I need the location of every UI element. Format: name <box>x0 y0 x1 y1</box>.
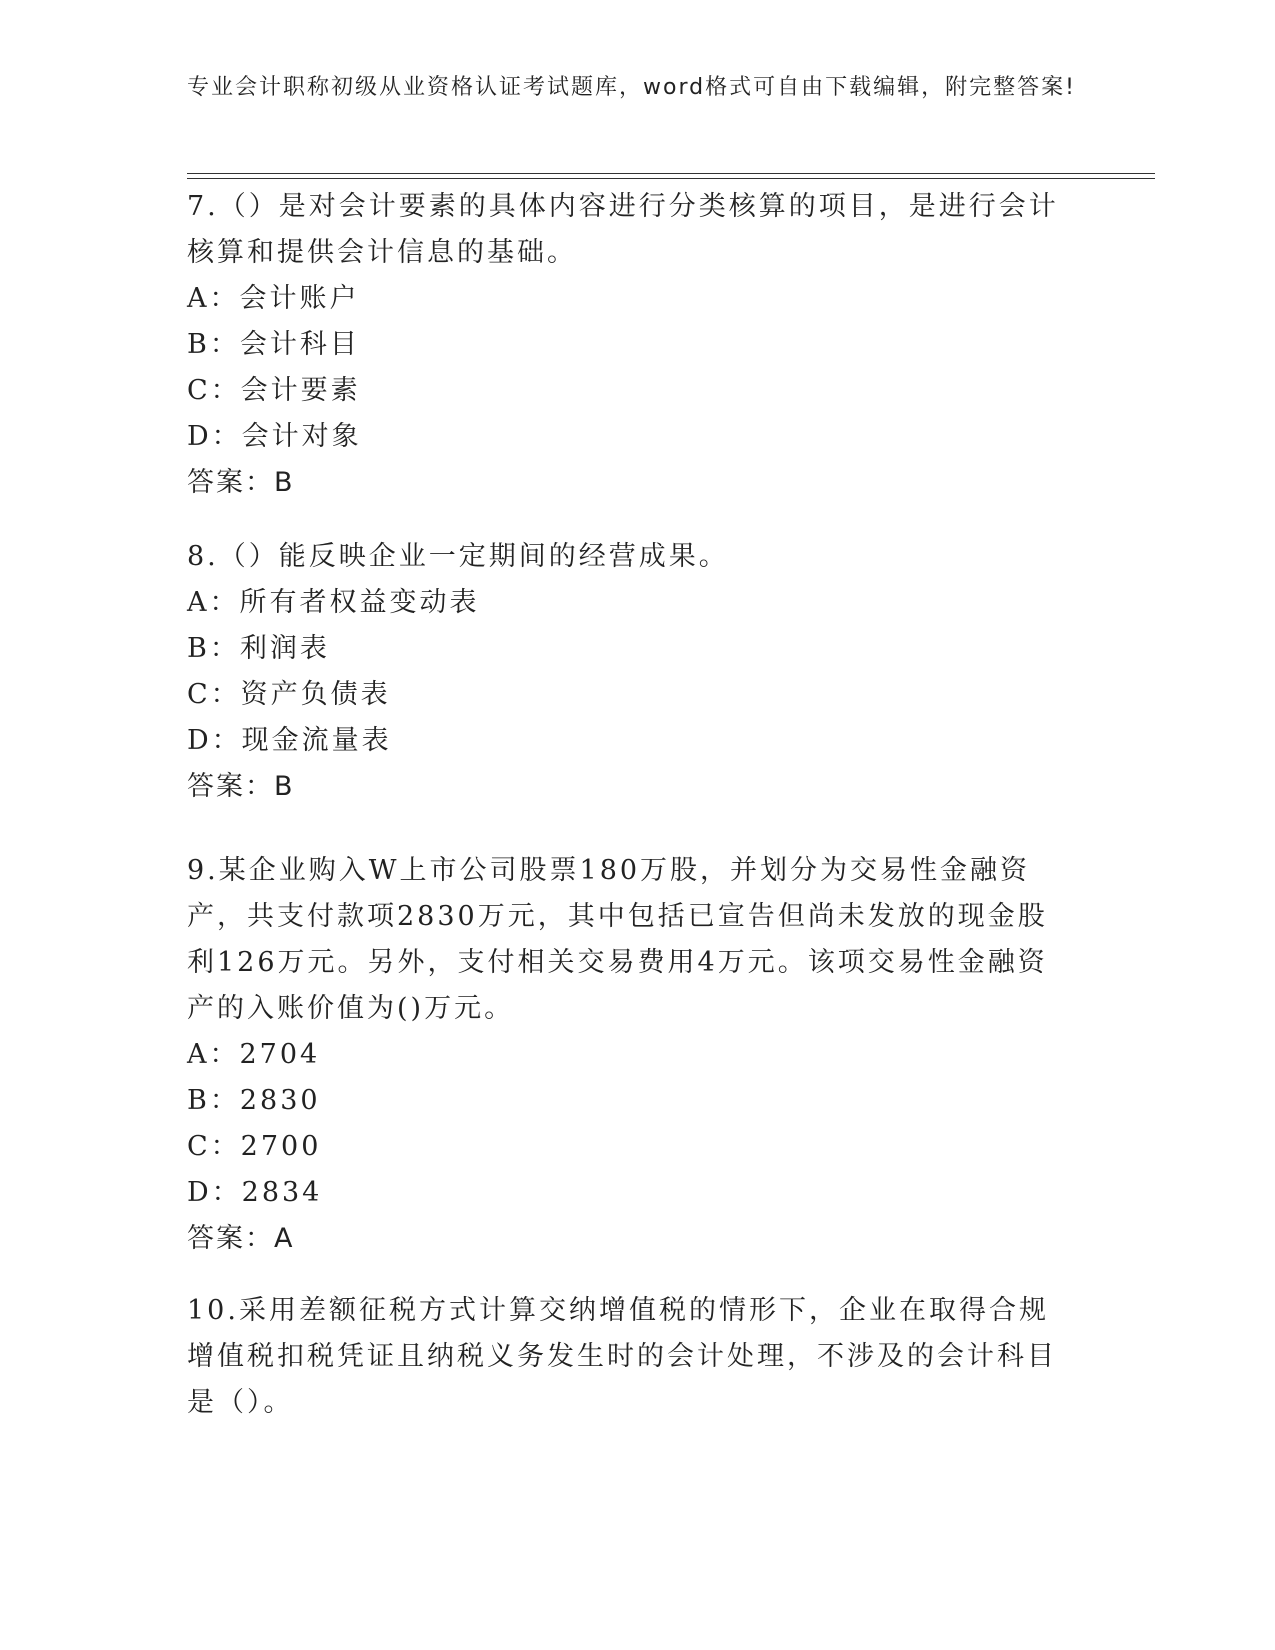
option-c: C：会计要素 <box>187 375 361 406</box>
question-8 <box>187 534 1067 810</box>
option-b: B：会计科目 <box>187 329 360 360</box>
question-9 <box>187 848 1067 1262</box>
option-c: C：资产负债表 <box>187 679 391 710</box>
header-divider-top <box>187 173 1155 174</box>
document-header: 专业会计职称初级从业资格认证考试题库，word格式可自由下载编辑，附完整答案! <box>187 75 1076 100</box>
question-stem: 10.采用差额征税方式计算交纳增值税的情形下，企业在取得合规增值税扣税凭证且纳税义务发生时的会计处理，不涉及的会计科目是（）。 <box>187 1295 1057 1418</box>
option-a: A：会计账户 <box>187 283 360 314</box>
option-d: D：现金流量表 <box>187 725 392 756</box>
option-b: B：2830 <box>187 1085 321 1116</box>
option-a: A：2704 <box>187 1039 321 1070</box>
option-a: A：所有者权益变动表 <box>187 587 480 618</box>
question-10 <box>187 1288 1067 1426</box>
answer-label: 答案：B <box>187 467 295 498</box>
question-stem: 8.（）能反映企业一定期间的经营成果。 <box>187 541 729 572</box>
option-c: C：2700 <box>187 1131 322 1162</box>
answer-label: 答案：A <box>187 1223 295 1254</box>
option-d: D：会计对象 <box>187 421 362 452</box>
question-stem: 9.某企业购入W上市公司股票180万股，并划分为交易性金融资产，共支付款项2830万元，其中包括已宣告但尚未发放的现金股利126万元。另外，支付相关交易费用4万元。该项交易性金融资产的入账价值为()万元。 <box>187 855 1048 1024</box>
answer-label: 答案：B <box>187 771 295 802</box>
option-b: B：利润表 <box>187 633 330 664</box>
question-stem: 7.（）是对会计要素的具体内容进行分类核算的项目，是进行会计核算和提供会计信息的基础。 <box>187 191 1059 268</box>
question-7 <box>187 184 1067 506</box>
header-divider-bottom <box>187 178 1155 179</box>
option-d: D：2834 <box>187 1177 323 1208</box>
